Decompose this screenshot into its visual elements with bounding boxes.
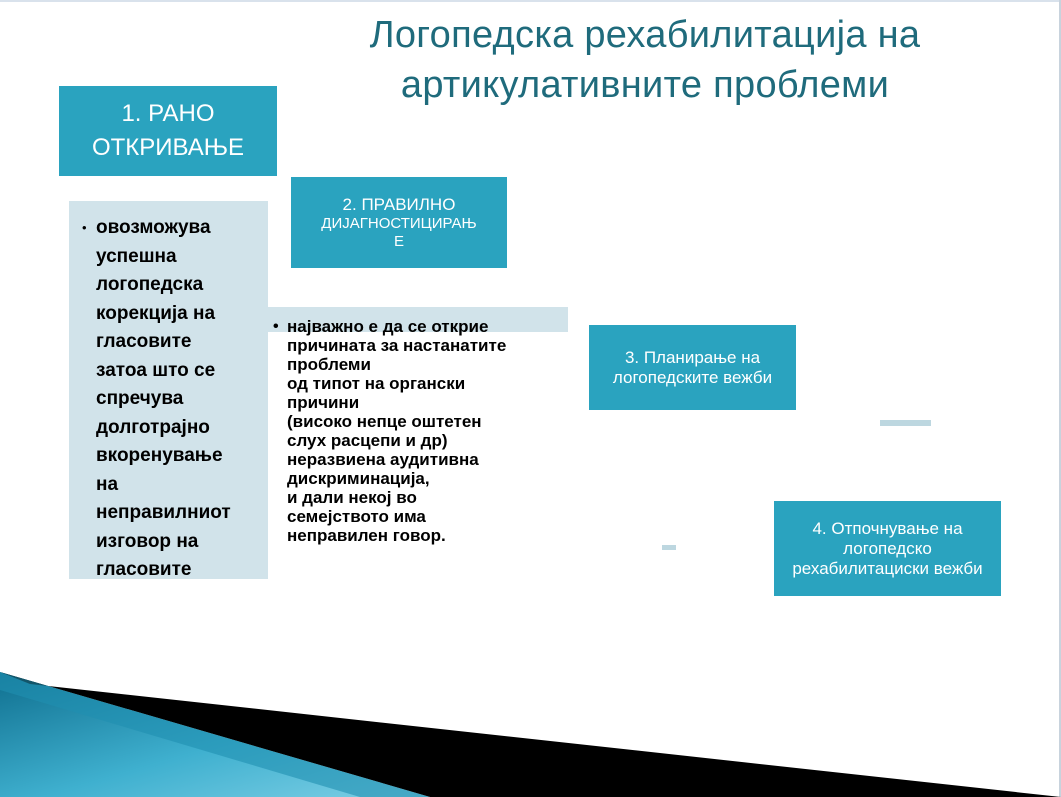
early-detection-body: овозможува успешна логопедска корекција на гласовите затоа што се спречува долготрајно вкоренување на неправилниот изговор на гласовите <box>96 217 231 580</box>
step-3-label: 3. Планирање на логопедските вежби <box>612 347 773 387</box>
bullet-icon: • <box>82 220 87 235</box>
title-line-1: Логопедска рехабилитација на <box>369 14 921 56</box>
step-4-label: 4. Отпочнување на логопедско рехабилитациски вежби <box>792 518 983 578</box>
step-2-label: 2. ПРАВИЛНО <box>342 194 456 214</box>
bullet-icon: • <box>273 318 279 335</box>
step-1-label: 1. РАНО ОТКРИВАЊЕ <box>91 100 245 161</box>
step-2-label-sub: ДИЈАГНОСТИЦИРАЊ Е <box>321 214 477 250</box>
title-line-2: артикулативните проблеми <box>400 64 890 106</box>
diagnosis-body: најважно е да се открие причината за настанатите проблеми од типот на органски причини (високо непце оштетен слух расцепи и др) неразвиена аудитивна дискриминација, и дали некој во семејството има неправилен говор. <box>287 317 507 545</box>
